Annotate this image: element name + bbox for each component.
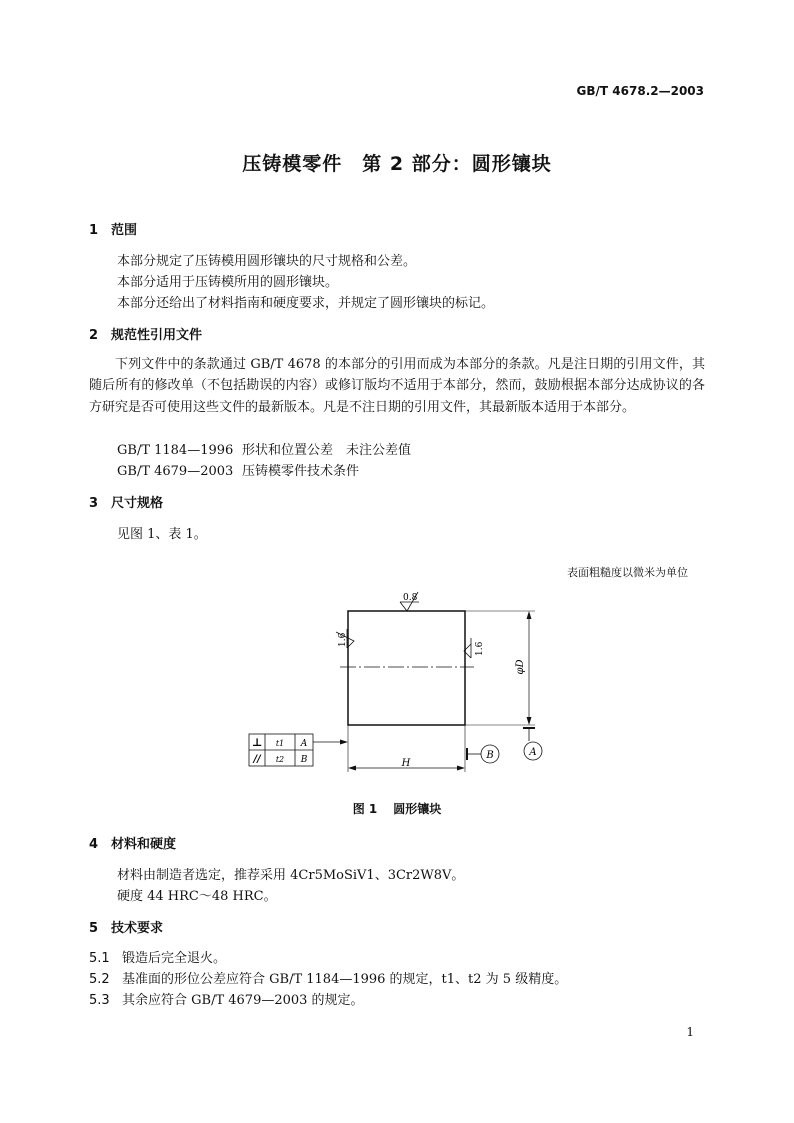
datum-a-label: A — [529, 747, 537, 758]
section-title: 范围 — [111, 223, 138, 238]
section-1-heading — [89, 219, 137, 238]
insert-outline — [348, 611, 465, 725]
requirement-item — [89, 968, 567, 987]
perpendicularity-symbol: ⊥ — [251, 736, 263, 749]
roughness-right-symbol — [464, 638, 485, 658]
requirement-text: 其余应符合 GB/T 4679—2003 的规定。 — [122, 993, 364, 1008]
section-title: 尺寸规格 — [111, 496, 164, 511]
section-2-heading — [89, 324, 202, 343]
reference-item — [117, 460, 359, 479]
material-line: 材料由制造者选定，推荐采用 4Cr5MoSiV1、3Cr2W8V。 — [117, 868, 465, 883]
diameter-label: φD — [515, 659, 526, 675]
section-3-heading — [89, 492, 163, 511]
requirement-text: 基准面的形位公差应符合 GB/T 1184—1996 的规定，t1、t2 为 5 级精度。 — [122, 972, 568, 987]
section-title: 技术要求 — [111, 921, 164, 936]
page-title: 压铸模零件 第 2 部分：圆形镶块 — [242, 153, 552, 175]
reference-item — [117, 439, 411, 458]
frame-datum-a: A — [300, 739, 308, 749]
figure-caption-text: 圆形镶块 — [393, 802, 442, 816]
requirement-number: 5.1 — [89, 951, 110, 966]
roughness-unit-note: 表面粗糙度以微米为单位 — [567, 566, 688, 579]
figure-round-insert — [240, 588, 560, 778]
roughness-left-value: 1.6 — [338, 632, 348, 647]
roughness-left-symbol — [336, 629, 354, 648]
requirement-number: 5.2 — [89, 972, 110, 987]
figure-caption-label: 图 1 — [352, 802, 378, 816]
section-4-heading — [89, 833, 176, 852]
length-label: H — [401, 758, 411, 769]
scope-line-2: 本部分适用于压铸模所用的圆形镶块。 — [117, 275, 339, 290]
normative-references-paragraph: 下列文件中的条款通过 GB/T 4678 的本部分的引用而成为本部分的条款。凡是注日期的引用文件，其随后所有的修改单（不包括勘误的内容）或修订版均不适用于本部分，然而，鼓励根据本部分达成协议的各方研究是否可使用这些文件的最新版本。凡是不注日期的引用文件，其最新版本适用于本部分。 — [89, 357, 705, 415]
roughness-top-value: 0.8 — [403, 593, 418, 603]
reference-name: 压铸模零件技术条件 — [242, 464, 360, 479]
section-5-heading — [89, 917, 163, 936]
requirement-number: 5.3 — [89, 993, 110, 1008]
section-number: 3 — [89, 496, 99, 511]
reference-name: 形状和位置公差 未注公差值 — [242, 443, 412, 458]
requirement-item — [89, 989, 364, 1008]
section-title: 材料和硬度 — [111, 837, 177, 852]
frame-datum-b: B — [300, 755, 308, 765]
requirement-text: 锻造后完全退火。 — [122, 951, 227, 966]
reference-code: GB/T 1184—1996 — [117, 443, 234, 458]
scope-line-1: 本部分规定了压铸模用圆形镶块的尺寸规格和公差。 — [117, 254, 417, 269]
arrow-left — [348, 766, 356, 771]
arrow-down — [527, 717, 532, 725]
roughness-right-value: 1.6 — [475, 641, 485, 656]
section-title: 规范性引用文件 — [111, 328, 203, 343]
arrow-right — [457, 766, 465, 771]
see-figure-line: 见图 1、表 1。 — [117, 527, 207, 542]
standard-number: GB/T 4678.2—2003 — [576, 84, 704, 98]
page-number: 1 — [686, 1025, 694, 1039]
reference-code: GB/T 4679—2003 — [117, 464, 234, 479]
figure-caption — [0, 800, 794, 817]
section-number: 4 — [89, 837, 99, 852]
tolerance-t1: t1 — [275, 739, 285, 748]
parallelism-symbol: // — [253, 754, 261, 765]
section-number: 2 — [89, 328, 99, 343]
frame-leader-arrow — [340, 740, 348, 745]
datum-b-label: B — [486, 750, 494, 761]
tolerance-t2: t2 — [275, 755, 285, 764]
hardness-line: 硬度 44 HRC～48 HRC。 — [117, 889, 277, 904]
arrow-up — [527, 611, 532, 619]
scope-line-3: 本部分还给出了材料指南和硬度要求，并规定了圆形镶块的标记。 — [117, 296, 495, 311]
section-number: 1 — [89, 223, 99, 238]
section-number: 5 — [89, 921, 99, 936]
requirement-item — [89, 947, 226, 966]
